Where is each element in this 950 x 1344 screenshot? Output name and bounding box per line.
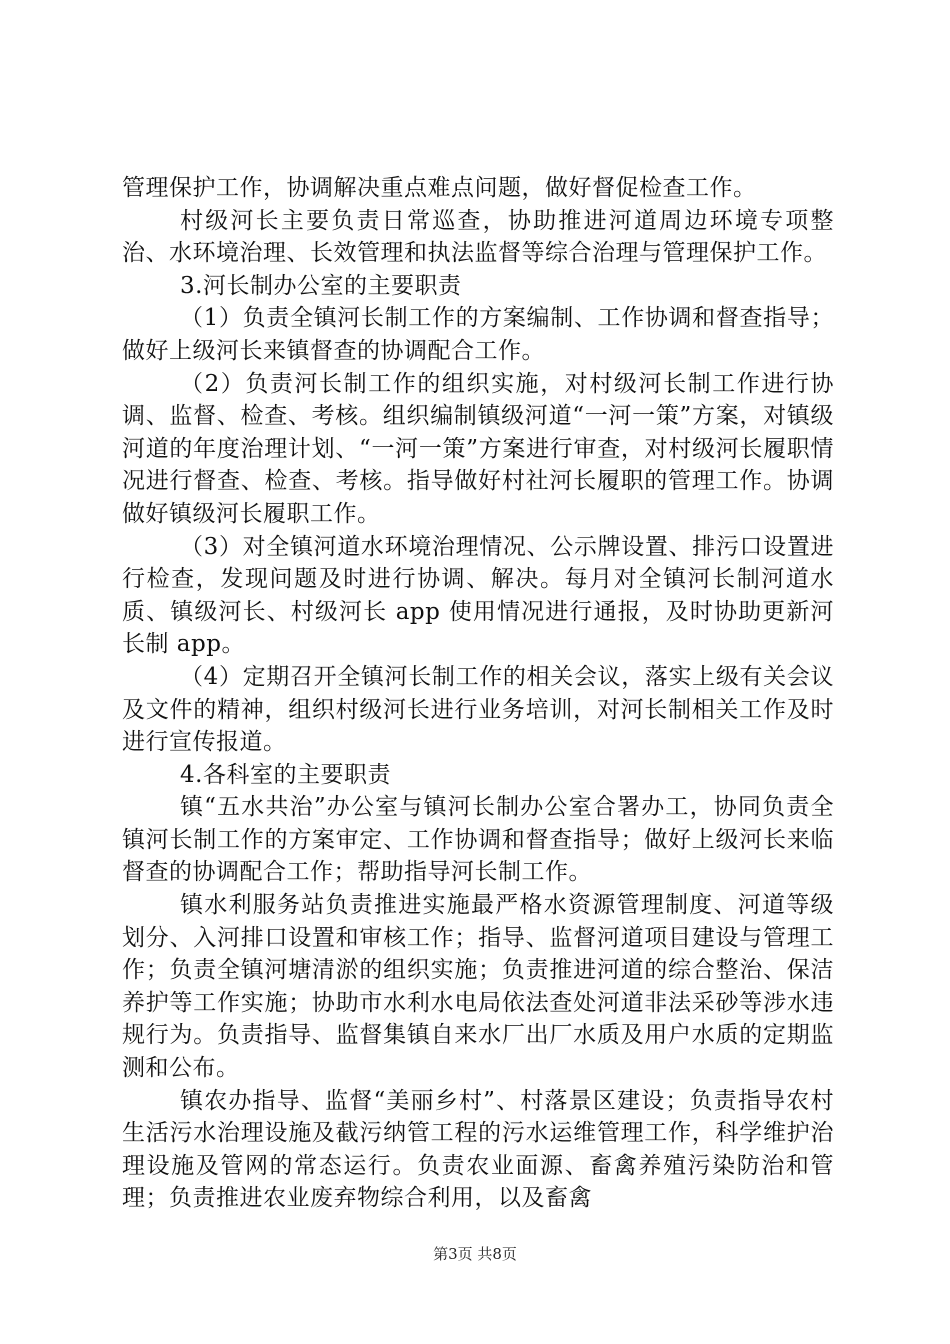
paragraph-village-river-chief: 村级河长主要负责日常巡查，协助推进河道周边环境专项整治、水环境治理、长效管理和执法监督等综合治理与管理保护工作。	[122, 207, 834, 267]
paragraph-water-service-station: 镇水利服务站负责推进实施最严格水资源管理制度、河道等级划分、入河排口设置和审核工作；指导、监督河道项目建设与管理工作；负责全镇河塘清淤的组织实施；负责推进河道的综合整治、保洁养护等工作实施；协助市水利水电局依法查处河道非法采砂等涉水违规行为。负责指导、监督集镇自来水厂出厂水质及用户水质的定期监测和公布。	[122, 892, 834, 1082]
paragraph-continued: 管理保护工作，协调解决重点难点问题，做好督促检查工作。	[122, 175, 757, 201]
paragraph-duty-4: （4）定期召开全镇河长制工作的相关会议，落实上级有关会议及文件的精神，组织村级河长进行业务培训，对河长制相关工作及时进行宣传报道。	[122, 663, 834, 756]
paragraph-duty-3: （3）对全镇河道水环境治理情况、公示牌设置、排污口设置进行检查，发现问题及时进行协调、解决。每月对全镇河长制河道水质、镇级河长、村级河长 app 使用情况进行通报，及时协助更新河长制 app。	[122, 533, 834, 658]
paragraph-five-water-office: 镇“五水共治”办公室与镇河长制办公室合署办工，协同负责全镇河长制工作的方案审定、工作协调和督查指导；做好上级河长来临督查的协调配合工作；帮助指导河长制工作。	[122, 794, 834, 886]
document-body	[122, 172, 834, 1215]
section-heading-office-duties: 3.河长制办公室的主要职责	[180, 272, 462, 299]
paragraph-agriculture-office: 镇农办指导、监督“美丽乡村”、村落景区建设；负责指导农村生活污水治理设施及截污纳管工程的污水运维管理工作，科学维护治理设施及管网的常态运行。负责农业面源、畜禽养殖污染防治和管理；负责推进农业废弃物综合利用，以及畜禽	[122, 1087, 834, 1212]
page-footer: 第3页 共8页	[433, 1245, 517, 1263]
paragraph-duty-2: （2）负责河长制工作的组织实施，对村级河长制工作进行协调、监督、检查、考核。组织编制镇级河道“一河一策”方案，对镇级河道的年度治理计划、“一河一策”方案进行审查，对村级河长履职情况进行督查、检查、考核。指导做好村社河长履职的管理工作。协调做好镇级河长履职工作。	[122, 370, 834, 527]
section-heading-department-duties: 4.各科室的主要职责	[180, 761, 391, 788]
paragraph-duty-1: （1）负责全镇河长制工作的方案编制、工作协调和督查指导；做好上级河长来镇督查的协调配合工作。	[122, 305, 834, 364]
